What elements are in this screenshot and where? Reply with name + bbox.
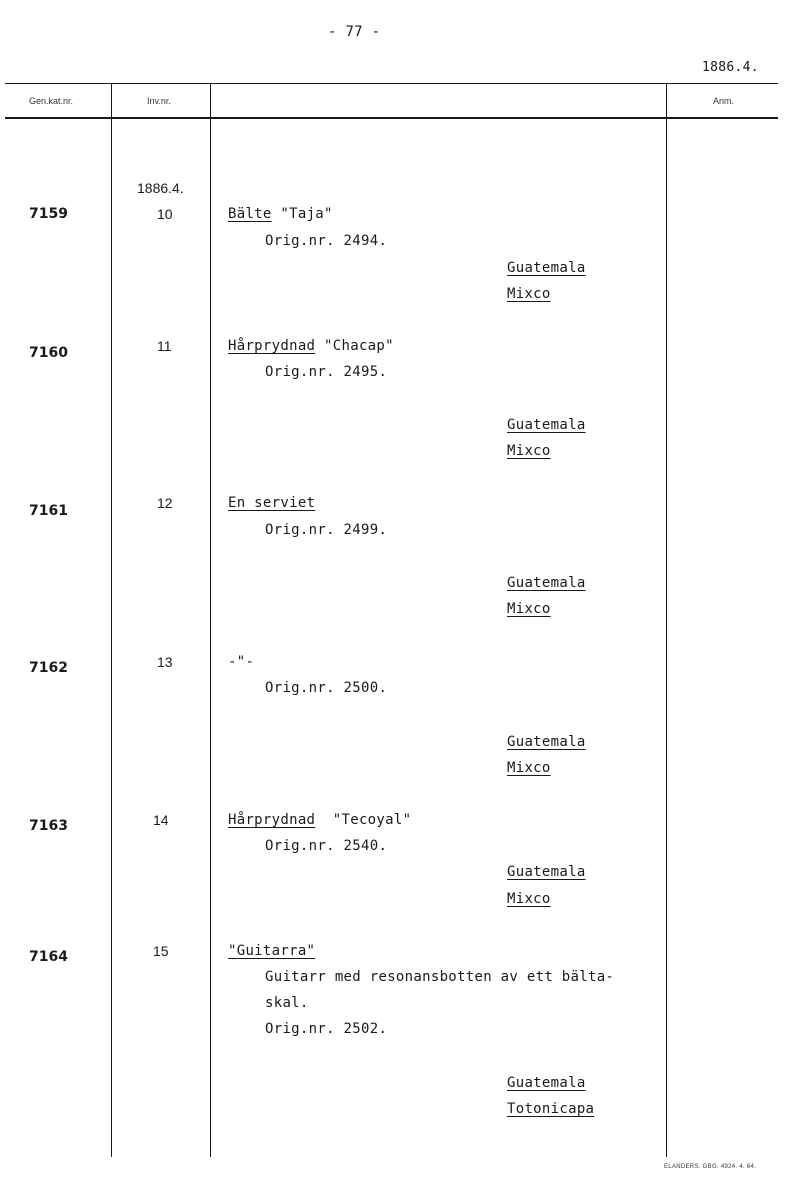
orig-nr: Orig.nr. 2540. (265, 838, 388, 854)
page-number: - 77 - (328, 24, 381, 40)
place: Mixco (507, 601, 551, 617)
country: Guatemala (507, 734, 586, 750)
object-name: Bälte (228, 206, 272, 222)
object-native-name: "Tecoyal" (315, 812, 412, 828)
country: Guatemala (507, 260, 586, 276)
object-name: Hårprydnad (228, 338, 316, 354)
place: Mixco (507, 443, 551, 459)
inv-nr: 12 (157, 495, 173, 511)
object-native-name: "Taja" (271, 206, 333, 222)
column-header-anm: Anm. (713, 96, 735, 106)
object-description-line-2: skal. (265, 995, 309, 1011)
object-title (228, 338, 394, 354)
place: Mixco (507, 760, 551, 776)
orig-nr: Orig.nr. 2500. (265, 680, 388, 696)
place: Mixco (507, 891, 551, 907)
orig-nr: Orig.nr. 2494. (265, 233, 388, 249)
object-title: "Guitarra" (228, 943, 316, 959)
country: Guatemala (507, 417, 586, 433)
object-title (228, 812, 411, 828)
orig-nr: Orig.nr. 2495. (265, 364, 388, 380)
column-divider-3 (666, 84, 667, 1157)
column-header-gen-kat-nr: Gen.kat.nr. (29, 96, 74, 106)
place: Mixco (507, 286, 551, 302)
gen-kat-nr: 7161 (29, 503, 68, 519)
gen-kat-nr: 7160 (29, 345, 68, 361)
object-title (228, 206, 333, 222)
object-description-line-1: Guitarr med resonansbotten av ett bälta- (265, 969, 615, 985)
inv-nr: 13 (157, 654, 173, 670)
gen-kat-nr: 7164 (29, 949, 68, 965)
country: Guatemala (507, 575, 586, 591)
object-title: -"- (228, 654, 255, 670)
inv-nr: 15 (153, 943, 169, 959)
gen-kat-nr: 7159 (29, 206, 68, 222)
printer-imprint: ELANDERS. GBG. 4924. 4. 64. (664, 1164, 757, 1170)
year-label: 1886.4. (137, 180, 184, 196)
orig-nr: Orig.nr. 2502. (265, 1021, 388, 1037)
column-divider-1 (111, 84, 112, 1157)
inv-nr: 11 (157, 338, 172, 354)
column-divider-2 (210, 84, 211, 1157)
place: Totonicapa (507, 1101, 595, 1117)
gen-kat-nr: 7162 (29, 660, 68, 676)
column-header-inv-nr: Inv.nr. (147, 96, 171, 106)
orig-nr: Orig.nr. 2499. (265, 522, 388, 538)
object-title: En serviet (228, 495, 316, 511)
object-name: Hårprydnad (228, 812, 316, 828)
country: Guatemala (507, 1075, 586, 1091)
header-top-rule (5, 83, 778, 84)
corner-reference: 1886.4. (702, 60, 759, 75)
object-native-name: "Chacap" (315, 338, 394, 354)
gen-kat-nr: 7163 (29, 818, 68, 834)
inv-nr: 10 (157, 206, 173, 222)
country: Guatemala (507, 864, 586, 880)
inv-nr: 14 (153, 812, 169, 828)
header-bottom-rule (5, 117, 778, 119)
